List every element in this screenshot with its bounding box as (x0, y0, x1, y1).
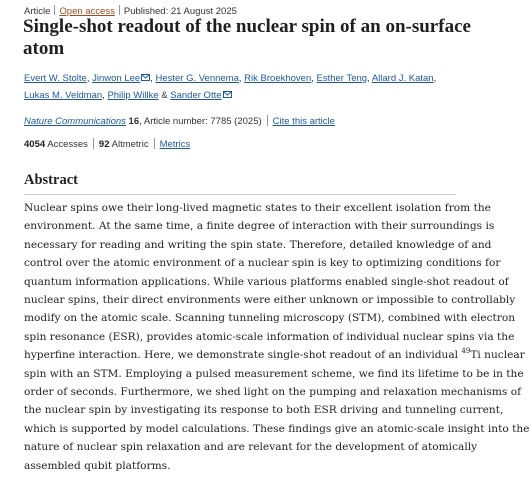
published-date: Published: 21 August 2025 (123, 6, 237, 17)
author-separator: , (433, 73, 437, 84)
author-link[interactable]: Jinwon Lee (92, 73, 141, 84)
article-title: Single-shot readout of the nuclear spin of an on-surface atom (23, 16, 471, 59)
email-icon[interactable] (223, 87, 232, 94)
abstract-heading: Abstract (24, 172, 78, 188)
email-icon[interactable] (141, 70, 150, 77)
abstract-line: which is supported by model calculations. These findings give an atomic-scale insight into the (24, 422, 529, 435)
author-list (24, 70, 464, 104)
metrics-link[interactable]: Metrics (159, 139, 191, 150)
author-link[interactable]: Sander Otte (170, 90, 222, 101)
author-link[interactable]: Philip Willke (107, 90, 159, 101)
isotope-superscript: 49 (461, 347, 471, 356)
abstract-line: necessary for reading and writing the spin state. Therefore, detailed knowledge of and (24, 238, 492, 251)
abstract-line: control over the atomic environment of a nuclear spin is key to optimizing conditions for (24, 257, 501, 270)
accesses-count: 4054 (24, 139, 46, 150)
abstract-line: spin with an STM. Employing a pulsed measurement scheme, we find its lifetime to be in the (24, 367, 524, 380)
abstract-line: quantum information applications. While various platforms enabled single-shot readout of (24, 275, 509, 288)
abstract-divider (24, 194, 456, 195)
accesses-label: Accesses (47, 139, 88, 150)
article-type: Article (24, 6, 51, 17)
citation-line (24, 115, 335, 127)
author-link[interactable]: Evert W. Stolte (24, 73, 87, 84)
author-separator: , (86, 73, 93, 84)
citation-divider (267, 115, 268, 126)
author-separator: , (238, 73, 245, 84)
abstract-line: spin resonance (ESR), provides atomic-scale information of individual nuclear spins via the (24, 330, 515, 343)
metrics-divider (154, 138, 155, 149)
author-link[interactable]: Lukas M. Veldman (24, 90, 103, 101)
meta-divider (119, 5, 120, 15)
abstract-line (24, 346, 525, 364)
altmetric-label: Altmetric (111, 139, 149, 150)
open-access-link[interactable]: Open access (59, 6, 115, 17)
abstract-line: nuclear spins, their direct environments were either unknown or impossible to controllably (24, 294, 516, 307)
author-link[interactable]: Allard J. Katan (371, 73, 434, 84)
author-separator: , (102, 90, 108, 101)
article-number: , Article number: 7785 (2025) (139, 116, 262, 127)
metrics-divider (93, 138, 94, 149)
abstract-line-text: hyperfine interaction. Here, we demonstrate single-shot readout of an individual (24, 349, 462, 362)
author-link[interactable]: Hester G. Vennema (155, 73, 239, 84)
isotope-element: Ti nuclear (470, 349, 525, 362)
volume-number: 16 (128, 116, 140, 127)
abstract-text (24, 199, 529, 475)
author-separator: , (367, 73, 372, 84)
cite-this-article-link[interactable]: Cite this article (272, 116, 335, 127)
abstract-line: order of seconds. Furthermore, we shed light on the pumping and relaxation mechanisms of (24, 386, 522, 399)
author-link[interactable]: Rik Broekhoven (244, 73, 312, 84)
journal-link[interactable]: Nature Communications (24, 116, 126, 127)
meta-divider (54, 5, 55, 15)
author-separator: , (150, 73, 156, 84)
abstract-line: Nuclear spins owe their long-lived magnetic states to their excellent isolation from the (24, 202, 491, 214)
abstract-line: assembled qubit platforms. (24, 459, 171, 472)
abstract-line: the nuclear spin by investigating its response to both ESR driving and tunneling current, (24, 404, 504, 417)
abstract-line: environment. At the same time, a finite degree of interaction with their surroundings is (24, 220, 495, 233)
author-separator: & (158, 90, 171, 101)
author-separator: , (311, 73, 317, 84)
metrics-bar (24, 138, 190, 150)
altmetric-score: 92 (98, 139, 110, 150)
abstract-line: modify on the atomic scale. Scanning tunneling microscopy (STM), combined with electron (24, 312, 516, 325)
abstract-line: nature of nuclear spin relaxation and are relevant for the development of atomically (24, 441, 478, 454)
author-link[interactable]: Esther Teng (316, 73, 368, 84)
